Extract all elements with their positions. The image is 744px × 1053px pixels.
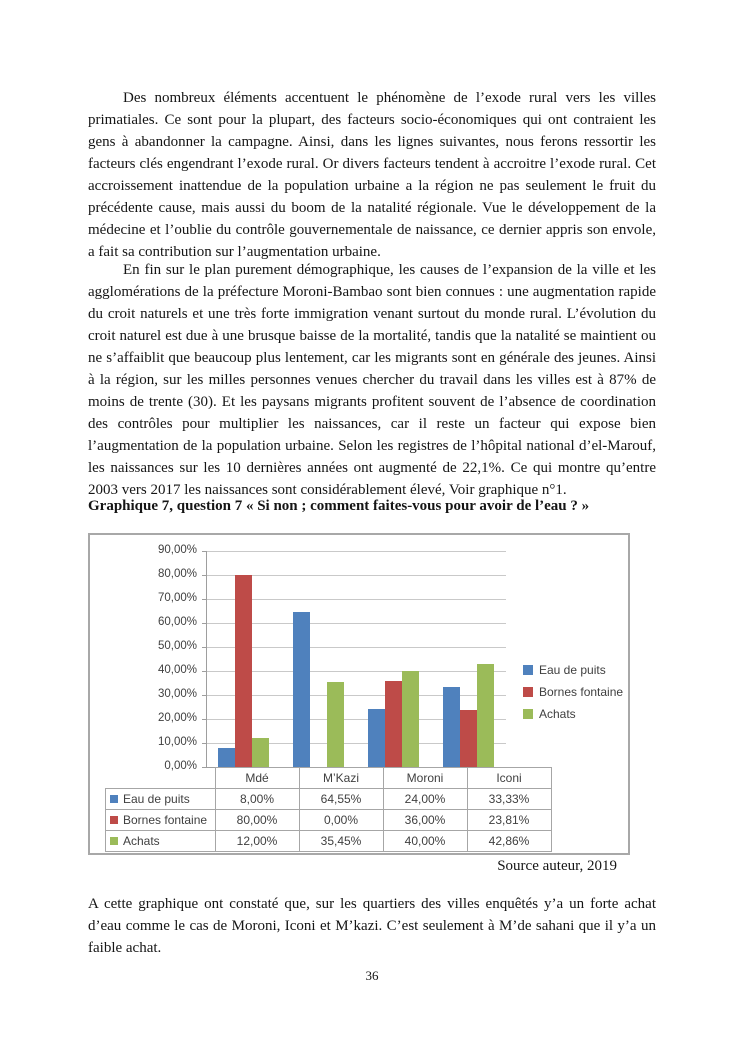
table-value-cell: 36,00%: [383, 810, 467, 831]
table-value-cell: 0,00%: [299, 810, 383, 831]
chart-frame: [88, 533, 630, 855]
table-category-header: Moroni: [383, 768, 467, 789]
paragraph-conclusion: A cette graphique ont constaté que, sur les quartiers des villes enquêtés y’a un forte achat d’eau comme le cas de Moroni, Iconi et M’kazi. C’est seulement à M’de sahani que il y’a un faible achat.: [88, 896, 656, 956]
legend-swatch-icon: [523, 687, 533, 697]
table-value-cell: 40,00%: [383, 831, 467, 852]
legend-item-eau-de-puits: [523, 663, 606, 677]
legend-label: Achats: [539, 707, 576, 721]
bar-eau-de-puits-iconi: [443, 687, 460, 767]
legend-label: Eau de puits: [539, 663, 606, 677]
y-axis-label: 40,00%: [157, 664, 197, 676]
bar-bornes-fontaine-iconi: [460, 710, 477, 767]
table-value-cell: 24,00%: [383, 789, 467, 810]
table-value-cell: 35,45%: [299, 831, 383, 852]
bar-eau-de-puits-moroni: [368, 709, 385, 767]
bar-bornes-fontaine-moroni: [385, 681, 402, 767]
bar-achats-m-kazi: [327, 682, 344, 767]
table-category-header: Mdé: [215, 768, 299, 789]
series-key-icon: [110, 816, 118, 824]
table-value-cell: 23,81%: [467, 810, 551, 831]
table-category-header: M’Kazi: [299, 768, 383, 789]
y-axis-label: 0,00%: [164, 760, 197, 772]
table-series-label-achats: Achats: [106, 831, 216, 852]
y-axis-label: 70,00%: [157, 592, 197, 604]
y-axis-label: 60,00%: [157, 616, 197, 628]
y-axis-line: [206, 551, 207, 767]
bar-bornes-fontaine-md: [235, 575, 252, 767]
table-category-header: Iconi: [467, 768, 551, 789]
bar-achats-iconi: [477, 664, 494, 767]
page-number: 36: [365, 968, 379, 983]
legend-swatch-icon: [523, 709, 533, 719]
chart-data-table: [105, 767, 552, 852]
table-series-label-eau-de-puits: Eau de puits: [106, 789, 216, 810]
table-value-cell: 12,00%: [215, 831, 299, 852]
figure-heading: Graphique 7, question 7 « Si non ; comment faites-vous pour avoir de l’eau ? »: [88, 498, 590, 514]
legend-label: Bornes fontaine: [539, 685, 624, 699]
paragraph-demographie: En fin sur le plan purement démographique, les causes de l’expansion de la ville et les agglomérations de la préfecture Moroni-Bambao sont bien connues : une augmentation rapide du croit naturels et une très forte immigration venant surtout du monde rural. L’évolution du croit naturel est due à une brusque baisse de la mortalité, tandis que la natalité se maintient ou ne s’affaiblit que beaucoup plus lentement, car les migrants sont en générale des jeunes. Ainsi à la région, sur les milles personnes venues chercher du travail dans les villes est à 87% de moins de trente (30). Et les paysans migrants profitent souvent de l’absence de coordination des contrôles pour multiplier les naissances, car il reste un facteur qui expose bien l’augmentation de la population urbaine. Selon les registres de l’hôpital national d’el-Marouf, les naissances sur les 10 dernières années ont augmenté de 22,1%. Ce qui montre qu’entre 2003 vers 2017 les naissances sont considérablement élevé, Voir graphique n°1.: [88, 262, 656, 498]
legend-swatch-icon: [523, 665, 533, 675]
y-axis-label: 80,00%: [157, 568, 197, 580]
table-corner-cell: [106, 768, 216, 789]
series-key-icon: [110, 795, 118, 803]
y-axis-label: 50,00%: [157, 640, 197, 652]
y-axis-label: 30,00%: [157, 688, 197, 700]
y-axis-label: 90,00%: [157, 544, 197, 556]
table-value-cell: 8,00%: [215, 789, 299, 810]
legend-item-achats: [523, 707, 576, 721]
table-value-cell: 64,55%: [299, 789, 383, 810]
bar-achats-moroni: [402, 671, 419, 767]
bar-eau-de-puits-md: [218, 748, 235, 767]
paragraph-exode-rural: Des nombreux éléments accentuent le phénomène de l’exode rural vers les villes primatiales. Ce sont pour la plupart, des facteurs socio-économiques qui ont contraient les gens à abandonner la campagne. Ainsi, dans les lignes suivantes, nous ferons ressortir les facteurs clés engendrant l’exode rural. Or divers facteurs tendent à accroitre l’exode rural. Cet accroissement inattendue de la population urbaine a la région ne pas seulement le fruit du précédente cause, mais aussi du boom de la natalité régionale. Vue le développement de la médecine et l’oublie du contrôle gouvernementale de naissance, ce dernier appris son envole, a fait sa contribution sur l’augmentation urbaine.: [88, 90, 656, 260]
legend-item-bornes-fontaine: [523, 685, 623, 699]
y-axis-label: 20,00%: [157, 712, 197, 724]
table-series-label-bornes-fontaine: Bornes fontaine: [106, 810, 216, 831]
y-axis-label: 10,00%: [157, 736, 197, 748]
bar-eau-de-puits-m-kazi: [293, 612, 310, 767]
bar-achats-md: [252, 738, 269, 767]
table-value-cell: 42,86%: [467, 831, 551, 852]
table-value-cell: 33,33%: [467, 789, 551, 810]
figure-source: Source auteur, 2019: [497, 858, 617, 874]
table-value-cell: 80,00%: [215, 810, 299, 831]
series-key-icon: [110, 837, 118, 845]
gridline: [206, 551, 506, 552]
bar-chart: [90, 535, 628, 853]
